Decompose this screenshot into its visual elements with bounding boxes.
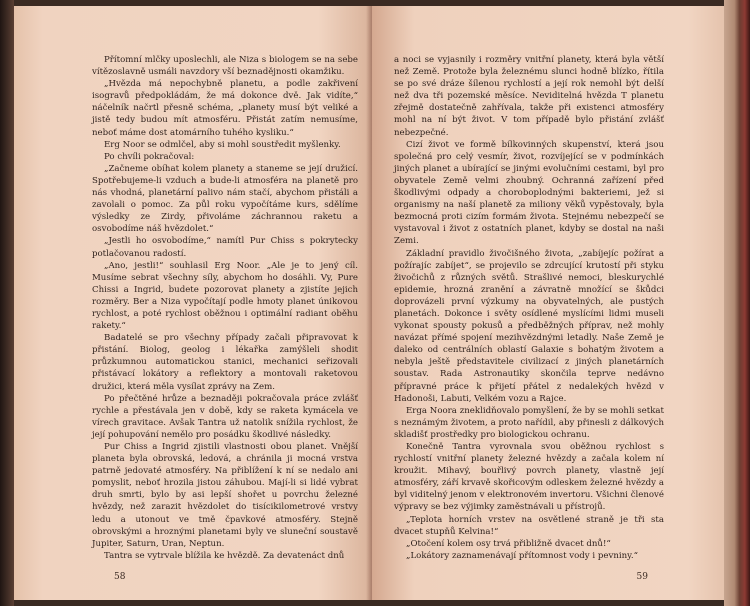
right-page-text: [394, 54, 664, 562]
left-page: [14, 6, 372, 600]
paragraph: Pur Chiss a Ingrid zjistili vlastnosti obou planet. Vnější planeta byla obrovská, ledová, a chránila ji mocná vrstva patrně jedovaté atmosféry. Na přiblížení k ní se nedalo ani pomyslit, neboť hrozila jistou záhubou. Mají-li si lidé vybrat druh smrti, bylo by asi lepší shořet u povrchu železné hvězdy, než zarazit hvězdolet do tisícikilometrové vrstvy ledu a utonout ve tmě čpavkové atmosféry. Stejně obrovskými a hroznými planetami byly ve sluneční soustavě Jupiter, Saturn, Uran, Neptun.: [92, 442, 358, 549]
paragraph: „Začneme obíhat kolem planety a staneme se její družicí. Spotřebujeme-li vzduch a bude-li atmosféra na planetě pro nás vhodná, planetární palivo nám stačí, abychom přistáli a zavolali o pomoc. Za půl roku vypočítáme kurs, sdělíme výsledky ze Zirdy, přivoláme záchrannou raketu a osvobodíme náš hvězdolet.“: [92, 163, 358, 235]
paragraph: „Jestli ho osvobodíme,“ namítl Pur Chiss s pokrytecky potlačovanou radostí.: [92, 236, 358, 259]
paragraph: Konečně Tantra vyrovnala svou oběžnou rychlost s rychlostí vnitřní planety železné hvězdy a začala kolem ní kroužit. Mihavý, bouřlivý povrch planety, vlastně její atmosféry, září krvavě skořicovým odleskem železné hvězdy a byl viditelný jenom v elektronovém invertoru. Všichni členové výpravy se bez výjimky zaměstnávali u přístrojů.: [394, 442, 664, 513]
paragraph: „Hvězda má nepochybně planetu, a podle zakřivení isogravů předpokládám, že má dokonce dvě. Jak vidíte,“ náčelník načrtl přesně schéma, „planety musí být veliké a jistě tedy budou mít atmosféru. Přistát zatím nemusíme, neboť máme dost atomárního tuhého kysliku.“: [92, 79, 358, 138]
left-page-text: [92, 54, 358, 562]
paragraph: „Otočení kolem osy trvá přibližně dvacet dnů!“: [406, 538, 611, 549]
book-edge-left: [0, 0, 14, 606]
paragraph: Přítomní mlčky uposlechli, ale Niza s biologem se na sebe vítězoslavně usmáli navzdory vší beznadějnosti okamžiku.: [92, 55, 358, 78]
paragraph: Erg Noor se odmlčel, aby si mohl soustředit myšlenky.: [104, 139, 341, 150]
page-number-left: 58: [114, 572, 126, 582]
paragraph: „Ano, jestli!“ souhlasil Erg Noor. „Ale je to jený cíl. Musíme sebrat všechny síly, abychom ho dosáhli. Vy, Pure Chissi a Ingrid, budete pozorovat planety a zjistíte jejich rozměry. Ber a Niza vypočítají podle hmoty planet únikovou rychlost, a poté rychlost oběžnou i optimální radiant oběhu rakety.“: [92, 260, 358, 332]
page-number-right: 59: [636, 572, 648, 582]
paragraph: „Teplota horních vrstev na osvětlené straně je tři sta dvacet stupňů Kelvina!“: [394, 514, 664, 537]
paragraph: Základní pravidlo živočišného života, „zabíjejíc požírat a požírajíc zabíjet“, se projevilo se zdrcující krutostí při styku živočichů z různých světů. Strašlivé nemoci, bleskurychlé epidemie, hrozná zranění a závratně množící se škůdci doprovázeli první výzkumy na obyvatelných, ale pustých planetách. Dokonce i světy osídlené myslícími lidmi museli vykonat spousty pokusů a předběžných příprav, než mohly navázat přímé spojení mezihvězdnými letadly. Naše Země je daleko od centrálních oblastí Galaxie s bohatým životem a nebyla ještě představitele civilizací z jiných planetárních soustav. Rada Astronautiky skončila teprve nedávno přípravné práce k přijetí přátel z nedalekých hvězd v Hadonoši, Labuti, Velkém vozu a Rajce.: [394, 248, 664, 404]
paragraph: Po přečtěné hrůze a beznaději pokračovala práce zvlášť rychle a přestávala jen v době, kdy se raketa kymácela ve vírech gravitace. Avšak Tantra už natolik snížila rychlost, že její pohupování nemělo pro posádku škodlivé následky.: [92, 393, 358, 440]
paragraph: a noci se vyjasnily i rozměry vnitřní planety, která byla větší než Země. Protože byla železnému slunci hodně blízko, řítila se po své dráze šílenou rychlostí a její rok nemohl být delší než dva tři pozemské měsíce. Neviditelná hvězda T planetu zřejmě dostatečně zahřívala, takže při existenci atmosféry mohl na ní být život. V tom případě bylo přistání zvlášť nebezpečné.: [394, 55, 664, 138]
paragraph: Badatelé se pro všechny případy začali připravovat k přistání. Biolog, geolog i lékařka zamýšleli shodit průzkumnou automatickou stanici, mechanici seřizovali přistávací lokátory a reflektory a montovali raketovou družici, která měla vysílat zprávy na Zem.: [92, 333, 358, 392]
paragraph: Po chvíli pokračoval:: [104, 151, 195, 162]
book-edge-right: [724, 0, 750, 606]
right-page: [372, 6, 724, 600]
paragraph: „Lokátory zaznamenávají přítomnost vody i pevniny.“: [406, 550, 638, 561]
paragraph: Erga Noora zneklidňovalo pomyšlení, že by se mohli setkat s neznámým životem, a proto nařídil, aby přinesli z dálkových skladišť prostředky pro biologickou ochranu.: [394, 405, 664, 440]
paragraph: Tantra se vytrvale blížila ke hvězdě. Za devatenáct dnů: [104, 550, 345, 561]
paragraph: Cizí život ve formě bílkovinných skupenství, která jsou společná pro celý vesmír, život, rozvíjející se v podmínkách jiných planet a ubírající se jinými evolučními cestami, byl pro obyvatele Země velmi zhoubný. Ochranná zařízení před škodlivými odpady a choroboplodnými bakteriemi, jež si organismy na naší planetě za miliony věků vypěstovaly, byla bezmocná proti cizím formám života. Stejnému nebezpečí se vystavoval i život z ostatních planet, kdyby se dostal na naši Zemi.: [394, 139, 664, 247]
